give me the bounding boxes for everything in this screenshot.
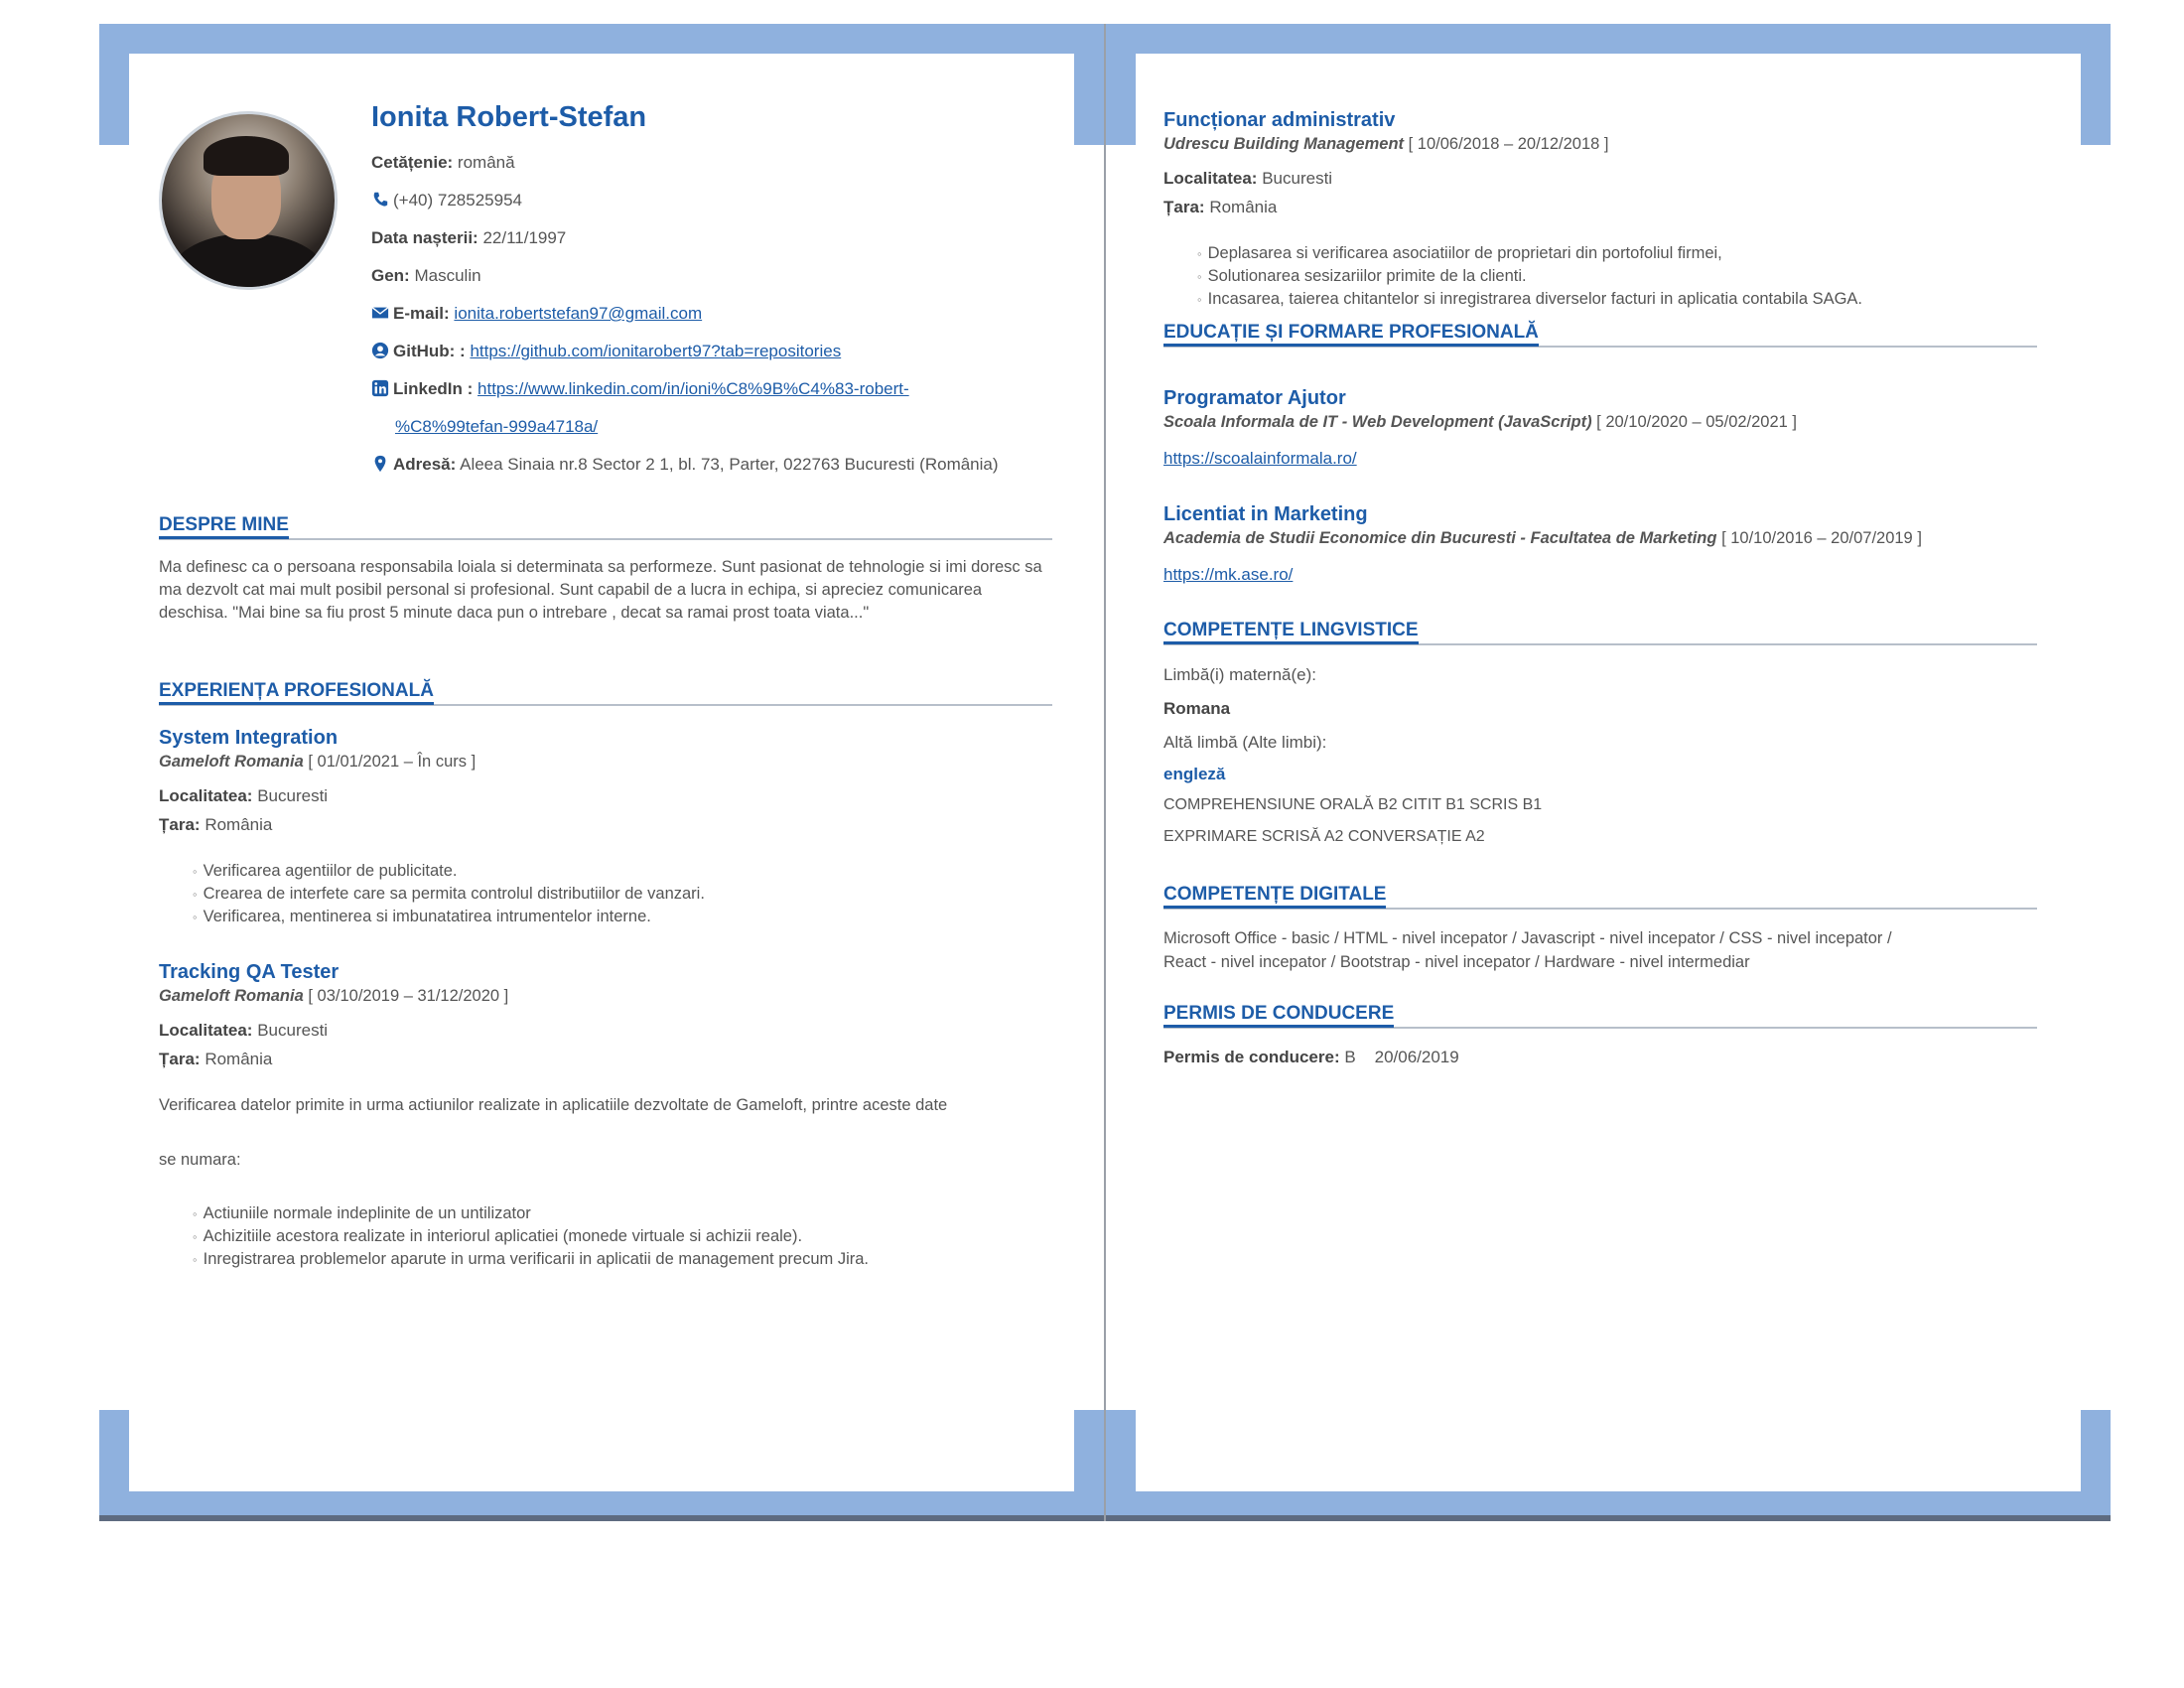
job-2-title: Tracking QA Tester — [159, 961, 340, 983]
list-item: ◦ Actiuniile normale indeplinite de un untilizator — [193, 1202, 869, 1225]
page-bottom-bar — [99, 1515, 1104, 1521]
license-row: Permis de conducere: B 20/06/2019 — [1163, 1048, 1459, 1066]
github-icon — [371, 342, 389, 359]
job-2-description: Verificarea datelor primite in urma actiunilor realizate in aplicatiile dezvoltate de Gameloft, printre aceste date — [159, 1096, 948, 1114]
job-1-title: System Integration — [159, 727, 339, 749]
job-2-city: Localitatea: Bucuresti — [159, 1021, 329, 1040]
section-license-title: PERMIS DE CONDUCERE — [1163, 1003, 2037, 1029]
github-link[interactable]: https://github.com/ionitarobert97?tab=repositories — [470, 342, 842, 360]
section-languages-title: COMPETENȚE LINGVISTICE — [1163, 620, 2037, 645]
job-1-company: Gameloft Romania [ 01/01/2021 – În curs ] — [159, 753, 477, 771]
email-link[interactable]: ionita.robertstefan97@gmail.com — [454, 304, 703, 323]
digital-skills-2: React - nivel incepator / Bootstrap - nivel incepator / Hardware - nivel intermediar — [1163, 953, 1750, 971]
list-item: ◦ Deplasarea si verificarea asociatiilor de proprietari din portofoliul firmei, — [1197, 242, 1862, 265]
job-3-company: Udrescu Building Management [ 10/06/2018 – 20/12/2018 ] — [1163, 135, 1609, 153]
phone-row: (+40) 728525954 — [371, 182, 1066, 219]
job-3-bullets — [1197, 242, 1862, 311]
mother-tongue-label: Limbă(i) maternă(e): — [1163, 665, 1316, 684]
birth-row: Data nașterii: 22/11/1997 — [371, 228, 567, 247]
linkedin-icon — [371, 379, 389, 397]
person-name: Ionita Robert-Stefan — [371, 101, 647, 133]
job-1-city: Localitatea: Bucuresti — [159, 786, 329, 805]
job-3-country: Țara: România — [1163, 198, 1278, 216]
other-language-value: engleză — [1163, 765, 1226, 783]
frame-edge — [99, 145, 129, 1410]
phone-icon — [371, 191, 389, 209]
other-language-label: Altă limbă (Alte limbi): — [1163, 733, 1327, 752]
about-text: Ma definesc ca o persoana responsabila loiala si determinata sa performeze. Sunt pasionat de tehnologie si imi doresc sa ma dezvolt cat mai mult posibil personal si profesional. Sunt capabil de a lucra in echipa, si apreciez comunicarea deschisa. "Mai bine sa fiu prost 5 minute daca pun o intrebare , decat sa ramai prost toata viata..." — [159, 558, 1042, 622]
linkedin-link-cont[interactable]: %C8%99tefan-999a4718a/ — [395, 417, 599, 436]
edu-1-school: Scoala Informala de IT - Web Development (JavaScript) [ 20/10/2020 – 05/02/2021 ] — [1163, 413, 1797, 431]
section-about-title: DESPRE MINE — [159, 514, 1052, 540]
mother-tongue-value: Romana — [1163, 699, 1231, 718]
cv-page-2 — [1106, 24, 2111, 1521]
list-item: ◦ Achizitiile acestora realizate in interiorul aplicatiei (monede virtuale si achizii reale). — [193, 1225, 869, 1248]
section-digital-title: COMPETENȚE DIGITALE — [1163, 884, 2037, 910]
list-item: ◦ Solutionarea sesizariilor primite de la clienti. — [1197, 265, 1862, 288]
location-pin-icon — [371, 455, 389, 473]
citizenship-row: Cetățenie: română — [371, 153, 515, 172]
email-row: E-mail: ionita.robertstefan97@gmail.com — [371, 295, 1066, 333]
language-levels-1: COMPREHENSIUNE ORALĂ B2 CITIT B1 SCRIS B1 — [1163, 796, 1543, 813]
frame-edge — [1106, 145, 1136, 1410]
gender-row: Gen: Masculin — [371, 266, 481, 285]
digital-skills-1: Microsoft Office - basic / HTML - nivel incepator / Javascript - nivel incepator / CSS - nivel incepator / — [1163, 929, 1892, 947]
edu-2-school: Academia de Studii Economice din Bucuresti - Facultatea de Marketing [ 10/10/2016 – 20/07/2019 ] — [1163, 529, 1922, 547]
list-item: ◦ Inregistrarea problemelor aparute in urma verificarii in aplicatii de management precum Jira. — [193, 1248, 869, 1271]
mail-icon — [371, 304, 389, 322]
edu-1-url-link[interactable]: https://scoalainformala.ro/ — [1163, 449, 1357, 468]
job-1-country: Țara: România — [159, 815, 273, 834]
list-item: ◦ Verificarea agentiilor de publicitate. — [193, 860, 705, 883]
address-row: Adresă: Aleea Sinaia nr.8 Sector 2 1, bl. 73, Parter, 022763 Bucuresti (România) — [371, 446, 1066, 484]
github-row: GitHub: : https://github.com/ionitarobert97?tab=repositories — [371, 333, 1066, 370]
job-2-company: Gameloft Romania [ 03/10/2019 – 31/12/2020 ] — [159, 987, 509, 1005]
job-3-city: Localitatea: Bucuresti — [1163, 169, 1333, 188]
linkedin-link[interactable]: https://www.linkedin.com/in/ioni%C8%9B%C4%83-robert- — [478, 379, 909, 398]
job-2-description-cont: se numara: — [159, 1151, 241, 1169]
job-2-bullets — [193, 1202, 869, 1271]
list-item: ◦ Incasarea, taierea chitantelor si inregistrarea diverselor facturi in aplicatia contabila SAGA. — [1197, 288, 1862, 311]
edu-1-title: Programator Ajutor — [1163, 387, 1346, 409]
cv-page-1 — [99, 24, 1104, 1521]
section-education-title: EDUCAȚIE ȘI FORMARE PROFESIONALĂ — [1163, 322, 2037, 348]
job-3-title: Funcționar administrativ — [1163, 109, 1396, 131]
list-item: ◦ Verificarea, mentinerea si imbunatatirea intrumentelor interne. — [193, 906, 705, 928]
edu-2-title: Licentiat in Marketing — [1163, 503, 1368, 525]
frame-edge — [2081, 145, 2111, 1410]
job-1-bullets — [193, 860, 705, 928]
page-bottom-bar — [1106, 1515, 2111, 1521]
linkedin-row: LinkedIn : https://www.linkedin.com/in/ioni%C8%9B%C4%83-robert- — [371, 370, 1066, 408]
edu-2-url-link[interactable]: https://mk.ase.ro/ — [1163, 565, 1294, 584]
linkedin-row-cont — [371, 408, 1066, 446]
job-2-country: Țara: România — [159, 1050, 273, 1068]
personal-info — [371, 101, 1066, 484]
frame-edge — [1074, 145, 1104, 1410]
section-experience-title: EXPERIENȚA PROFESIONALĂ — [159, 680, 1052, 706]
profile-photo — [159, 111, 338, 290]
language-levels-2: EXPRIMARE SCRISĂ A2 CONVERSAȚIE A2 — [1163, 828, 1485, 845]
list-item: ◦ Crearea de interfete care sa permita controlul distributiilor de vanzari. — [193, 883, 705, 906]
